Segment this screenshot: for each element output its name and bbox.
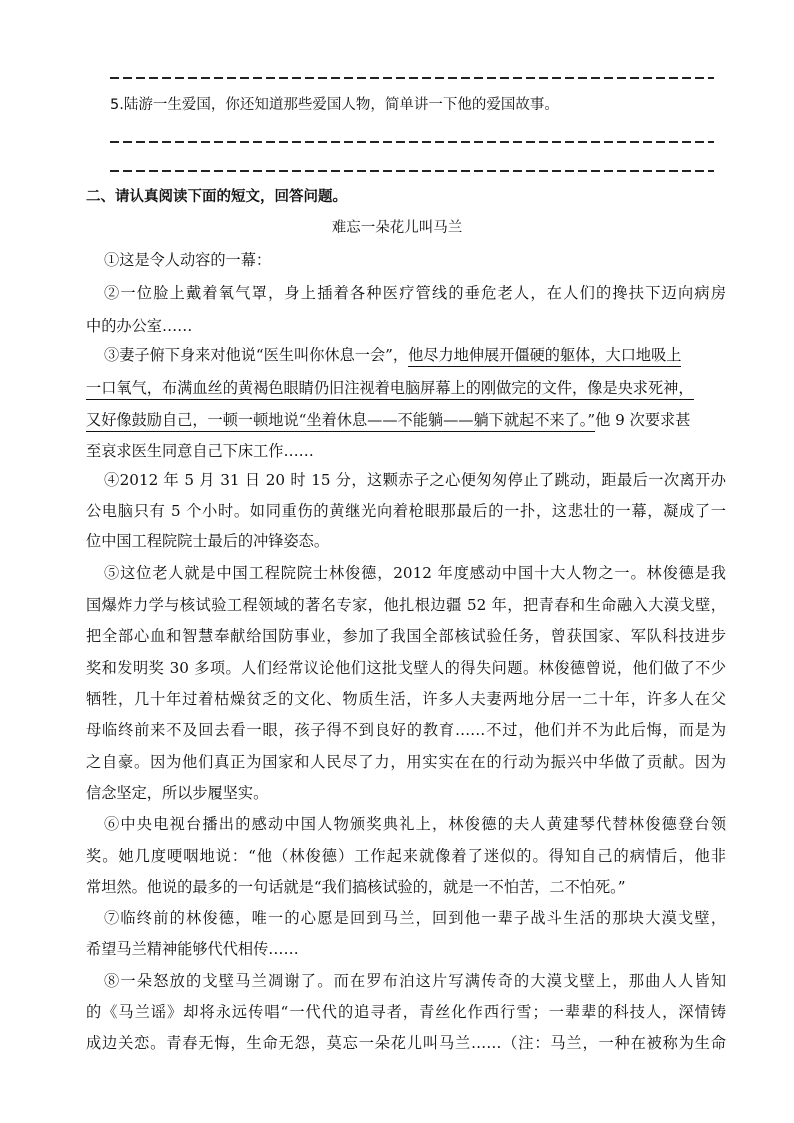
paragraph-line: 牺牲，几十年过着枯燥贫乏的文化、物质生活，许多人夫妻两地分居一二十年，许多人在父: [86, 690, 726, 708]
paragraph-line: 中的办公室……: [86, 317, 193, 335]
paragraph-line: 把全部心血和智慧奉献给国防事业，参加了我国全部核试验任务，曾获国家、军队科技进步: [86, 627, 726, 645]
paragraph-line: 的《马兰谣》却将永远传唱“一代代的追寻者，青丝化作西行雪；一辈辈的科技人，深情铸: [86, 1003, 726, 1021]
plain-text: 他 9 次要求甚: [595, 411, 691, 429]
paragraph-line: ⑤这位老人就是中国工程院院士林俊德，2012 年度感动中国十大人物之一。林俊德是我: [104, 564, 726, 582]
paragraph-line: [86, 410, 726, 432]
paragraph-line: ⑧一朵怒放的戈壁马兰凋谢了。而在罗布泊这片写满传奇的大漠戈壁上，那曲人人皆知: [104, 972, 726, 990]
answer-line: [110, 141, 714, 143]
paragraph-line: ①这是令人动容的一幕：: [104, 251, 272, 269]
paragraph-line: 常坦然。他说的最多的一句话就是“我们搞核试验的，就是一不怕苦，二不怕死。”: [86, 878, 626, 896]
section-heading: 二、请认真阅读下面的短文，回答问题。: [86, 189, 347, 205]
paragraph-line: 之自豪。因为他们真正为国家和人民尽了力，用实实在在的行动为振兴中华做了贡献。因为: [86, 753, 726, 771]
paragraph-line: 国爆炸力学与核试验工程领域的著名专家，他扎根边疆 52 年，把青春和生命融入大漠戈壁，: [86, 596, 726, 614]
paragraph-line: ⑦临终前的林俊德，唯一的心愿是回到马兰，回到他一辈子战斗生活的那块大漠戈壁，: [104, 909, 726, 927]
underlined-text: 他尽力地伸展开僵硬的躯体，大口地吸上: [408, 345, 681, 367]
paragraph-line: 信念坚定，所以步履坚实。: [86, 784, 269, 802]
paragraph-line: ⑥中央电视台播出的感动中国人物颁奖典礼上，林俊德的夫人黄建琴代替林俊德登台领: [104, 815, 726, 833]
paragraph-line: ④2012 年 5 月 31 日 20 时 15 分，这颗赤子之心便匆匆停止了跳动，距最后一次离开办: [104, 471, 726, 489]
article-title: 难忘一朵花儿叫马兰: [331, 220, 463, 236]
paragraph-line: 奖。她几度哽咽地说：“他（林俊德）工作起来就像着了迷似的。得知自己的病情后，他非: [86, 847, 726, 865]
paragraph-line: 至哀求医生同意自己下床工作……: [86, 442, 314, 460]
paragraph-line: ②一位脸上戴着氧气罩，身上插着各种医疗管线的垂危老人，在人们的搀扶下迈向病房: [104, 284, 726, 302]
paragraph-line: 成边关恋。青春无悔，生命无怨，莫忘一朵花儿叫马兰……（注：马兰，一种在被称为生命: [86, 1034, 726, 1052]
paragraph-line: 位中国工程院院士最后的冲锋姿态。: [86, 532, 329, 550]
paragraph-line: 奖和发明奖 30 多项。人们经常议论他们这批戈壁人的得失问题。林俊德曾说，他们做了不少: [86, 659, 726, 677]
paragraph-line: 公电脑只有 5 个小时。如同重伤的黄继光向着枪眼那最后的一扑，这悲壮的一幕，凝成了一: [86, 502, 726, 520]
answer-line: [110, 77, 714, 79]
underlined-text: 又好像鼓励自己，一顿一顿地说“坐着休息——不能躺——躺下就起不来了。”: [86, 410, 595, 432]
paragraph-line: 希望马兰精神能够代代相传……: [86, 940, 299, 958]
question-5: 5.陆游一生爱国，你还知道那些爱国人物，简单讲一下他的爱国故事。: [110, 97, 559, 113]
paragraph-line: [86, 378, 726, 400]
paragraph-line: 母临终前来不及回去看一眼，孩子得不到良好的教育……不过，他们并不为此后悔，而是为: [86, 721, 726, 739]
paragraph-line: [104, 345, 744, 367]
underlined-text: 一口氧气，布满血丝的黄褐色眼睛仍旧注视着电脑屏幕上的刚做完的文件，像是央求死神，: [86, 378, 694, 400]
dialogue-text: ③妻子俯下身来对他说“医生叫你休息一会”，: [104, 346, 409, 364]
answer-line: [110, 170, 714, 172]
